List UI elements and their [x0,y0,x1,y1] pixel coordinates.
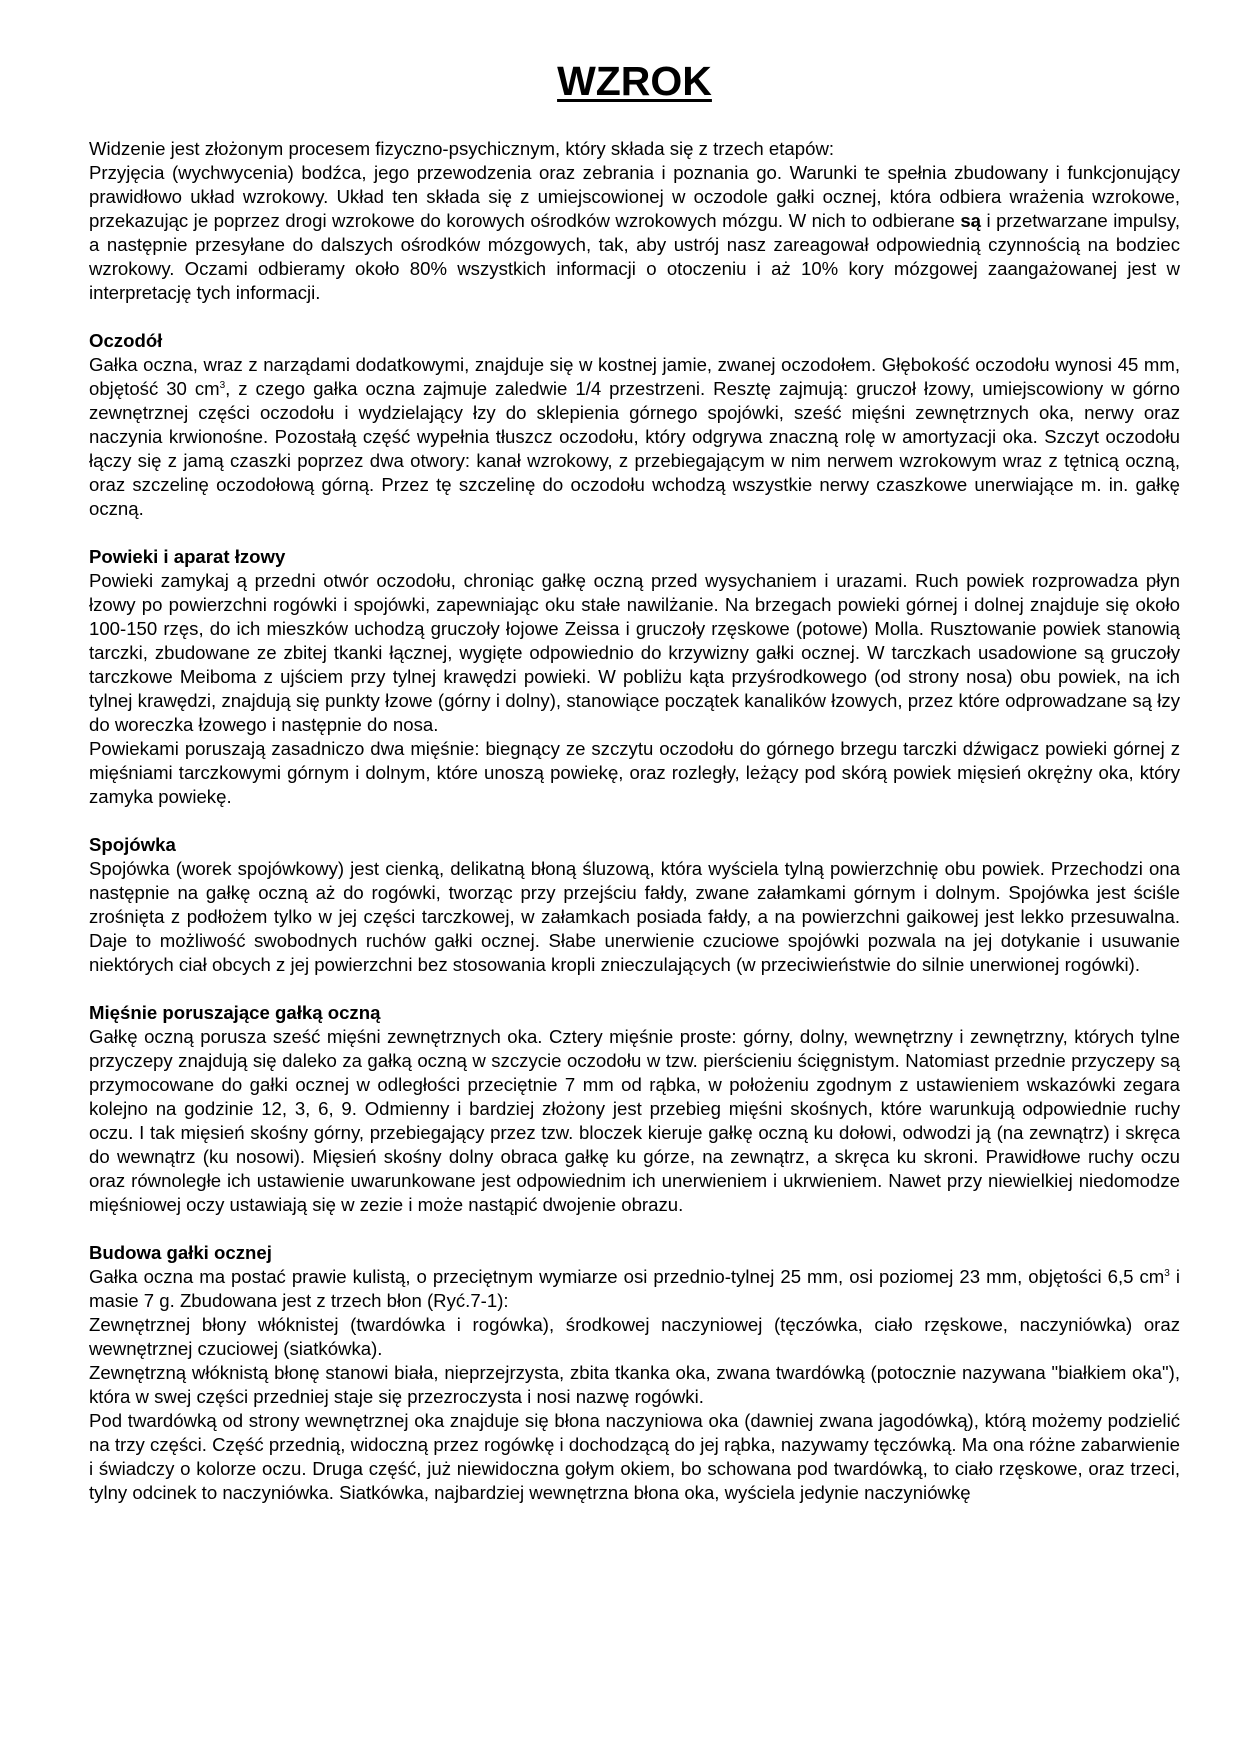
intro-paragraph-1: Widzenie jest złożonym procesem fizyczno-psychicznym, który składa się z trzech etapów: [89,138,835,159]
oczodol-text-a: Gałka oczna, wraz z narządami dodatkowymi, znajduje się w kostnej jamie, zwanej oczodołem. Głębokość oczodołu wynosi 45 mm, objętość 30 cm [89,354,1180,399]
spojowka-section [89,833,1180,977]
budowa-text-a: Gałka oczna ma postać prawie kulistą, o przeciętnym wymiarze osi przednio-tylnej 25 mm, osi poziomej 23 mm, objętości 6,5 cm [89,1266,1165,1287]
budowa-text-b: i masie 7 g. Zbudowana jest z trzech błon (Ryć.7-1): [89,1266,1181,1311]
budowa-paragraph-2: Zewnętrznej błony włóknistej (twardówka i rogówka), środkowej naczyniowej (tęczówka, ciało rzęskowe, naczyniówka) oraz wewnętrznej czuciowej (siatkówka). [89,1314,1180,1359]
powieki-paragraph-1: Powieki zamykaj ą przedni otwór oczodołu, chroniąc gałkę oczną przed wysychaniem i urazami. Ruch powiek rozprowadza płyn łzowy po powierzchni rogówki i spojówki, zapewniając oku stałe nawilżanie. Na brzegach powieki górnej i dolnej znajduje się około 100-150 rzęs, do ich mieszków uchodzą gruczoły łojowe Zeissa i gruczoły rzęskowe (potowe) Molla. Rusztowanie powiek stanowią tarczki, zbudowane ze zbitej tkanki łącznej, wygięte odpowiednio do krzywizny gałki ocznej. W tarczkach usadowione są gruczoły tarczkowe Meiboma z ujściem przy tylnej krawędzi powieki. W pobliżu kąta przyśrodkowego (od strony nosa) obu powiek, na ich tylnej krawędzi, znajdują się punkty łzowe (górny i dolny), stanowiące początek kanalików łzowych, przez które odprowadzane są łzy do woreczka łzowego i następnie do nosa. [89,570,1180,735]
powieki-paragraph-2: Powiekami poruszają zasadniczo dwa mięśnie: biegnący ze szczytu oczodołu do górnego brzegu tarczki dźwigacz powieki górnej z mięśniami tarczkowymi górnym i dolnym, które unoszą powiekę, oraz rozległy, leżący pod skórą powiek mięsień okrężny oka, który zamyka powiekę. [89,738,1180,807]
budowa-paragraph-1 [89,1265,1180,1313]
spojowka-heading: Spojówka [89,834,176,855]
spojowka-paragraph: Spojówka (worek spojówkowy) jest cienką, delikatną błoną śluzową, która wyściela tylną powierzchnię obu powiek. Przechodzi ona następnie na gałkę oczną aż do rogówki, tworząc przy przejściu fałdy, zwane załamkami górnym i dolnym. Spojówka jest ściśle zrośnięta z podłożem tylko w jej części tarczkowej, w załamkach posiada fałdy, a na powierzchni gaikowej jest lekko przesuwalna. Daje to możliwość swobodnych ruchów gałki ocznej. Słabe unerwienie czuciowe spojówki pozwala na jej dotykanie i usuwanie niektórych ciał obcych z jej powierzchni bez stosowania kropli znieczulających (w przeciwieństwie do silnie unerwionej rogówki). [89,858,1180,975]
intro-bold-word: są [960,210,982,231]
intro-section [89,137,1180,305]
powieki-heading: Powieki i aparat łzowy [89,546,286,567]
budowa-section [89,1241,1180,1505]
oczodol-text-b: , z czego gałka oczna zajmuje zaledwie 1/4 przestrzeni. Resztę zajmują: gruczoł łzowy, umiejscowiony w górno zewnętrznej części oczodołu i wydzielający łzy do sklepienia górnego spojówki, sześć mięśni zewnętrznych oka, nerwy oraz naczynia krwionośne. Pozostałą część wypełnia tłuszcz oczodołu, który odgrywa znaczną rolę w amortyzacji oka. Szczyt oczodołu łączy się z jamą czaszki poprzez dwa otwory: kanał wzrokowy, z przebiegającym w nim nerwem wzrokowym wraz z tętnicą oczną, oraz szczelinę oczodołową górną. Przez tę szczelinę do oczodołu wchodzą wszystkie nerwy czaszkowe unerwiające m. in. gałkę oczną. [89,378,1180,519]
intro-paragraph-2 [89,161,1180,305]
page-title: WZROK [557,58,712,104]
budowa-paragraph-3: Zewnętrzną włóknistą błonę stanowi biała, nieprzejrzysta, zbita tkanka oka, zwana twardówką (potocznie nazywana "białkiem oka"), która w swej części przedniej staje się przezroczysta i nosi nazwę rogówki. [89,1362,1180,1407]
powieki-section [89,545,1180,809]
budowa-superscript: 3 [1164,1267,1170,1279]
budowa-heading: Budowa gałki ocznej [89,1242,272,1263]
miesnie-section [89,1001,1180,1217]
oczodol-section [89,329,1180,521]
intro-text-a: Przyjęcia (wychwycenia) bodźca, jego przewodzenia oraz zebrania i poznania go. Warunki te spełnia zbudowany i funkcjonujący prawidłowo układ wzrokowy. Układ ten składa się z umiejscowionej w oczodole gałki ocznej, która odbiera wrażenia wzrokowe, przekazując je poprzez drogi wzrokowe do korowych ośrodków wzrokowych mózgu. W nich to odbierane [89,162,1180,231]
intro-text-c: i przetwarzane impulsy, a następnie przesyłane do dalszych ośrodków mózgowych, tak, aby ustrój nasz zareagował odpowiednią czynnością na bodziec wzrokowy. Oczami odbieramy około 80% wszystkich informacji o otoczeniu i aż 10% kory mózgowej zaangażowanej jest w interpretację tych informacji. [89,210,1181,303]
oczodol-superscript: 3 [219,379,226,391]
document-page [89,55,1180,1529]
oczodol-heading: Oczodół [89,330,163,351]
budowa-paragraph-4: Pod twardówką od strony wewnętrznej oka znajduje się błona naczyniowa oka (dawniej zwana jagodówką), którą możemy podzielić na trzy części. Część przednią, widoczną przez rogówkę i dochodzącą do jej rąbka, nazywamy tęczówką. Ma ona różne zabarwienie i świadczy o kolorze oczu. Druga część, już niewidoczna gołym okiem, bo schowana pod twardówką, to ciało rzęskowe, oraz trzeci, tylny odcinek to naczyniówka. Siatkówka, najbardziej wewnętrzna błona oka, wyściela jedynie naczyniówkę [89,1410,1180,1503]
miesnie-heading: Mięśnie poruszające gałką oczną [89,1002,381,1023]
oczodol-paragraph [89,353,1180,521]
miesnie-paragraph: Gałkę oczną porusza sześć mięśni zewnętrznych oka. Cztery mięśnie proste: górny, dolny, wewnętrzny i zewnętrzny, których tylne przyczepy znajdują się daleko za gałką oczną w szczycie oczodołu w tzw. pierścieniu ścięgnistym. Natomiast przednie przyczepy są przymocowane do gałki ocznej w odległości przeciętnie 7 mm od rąbka, w położeniu zgodnym z ustawieniem wskazówki zegara kolejno na godzinie 12, 3, 6, 9. Odmienny i bardziej złożony jest przebieg mięśni skośnych, które warunkują odpowiednie ruchy oczu. I tak mięsień skośny górny, przebiegający przez tzw. bloczek kieruje gałkę oczną ku dołowi, odwodzi ją (na zewnątrz) i skręca do wewnątrz (ku nosowi). Mięsień skośny dolny obraca gałkę ku górze, na zewnątrz, a skręca ku skroni. Prawidłowe ruchy oczu oraz równoległe ich ustawienie uwarunkowane jest odpowiednim ich unerwieniem i ukrwieniem. Nawet przy niewielkiej niedomodze mięśniowej oczy ustawiają się w zezie i może nastąpić dwojenie obrazu. [89,1026,1180,1215]
